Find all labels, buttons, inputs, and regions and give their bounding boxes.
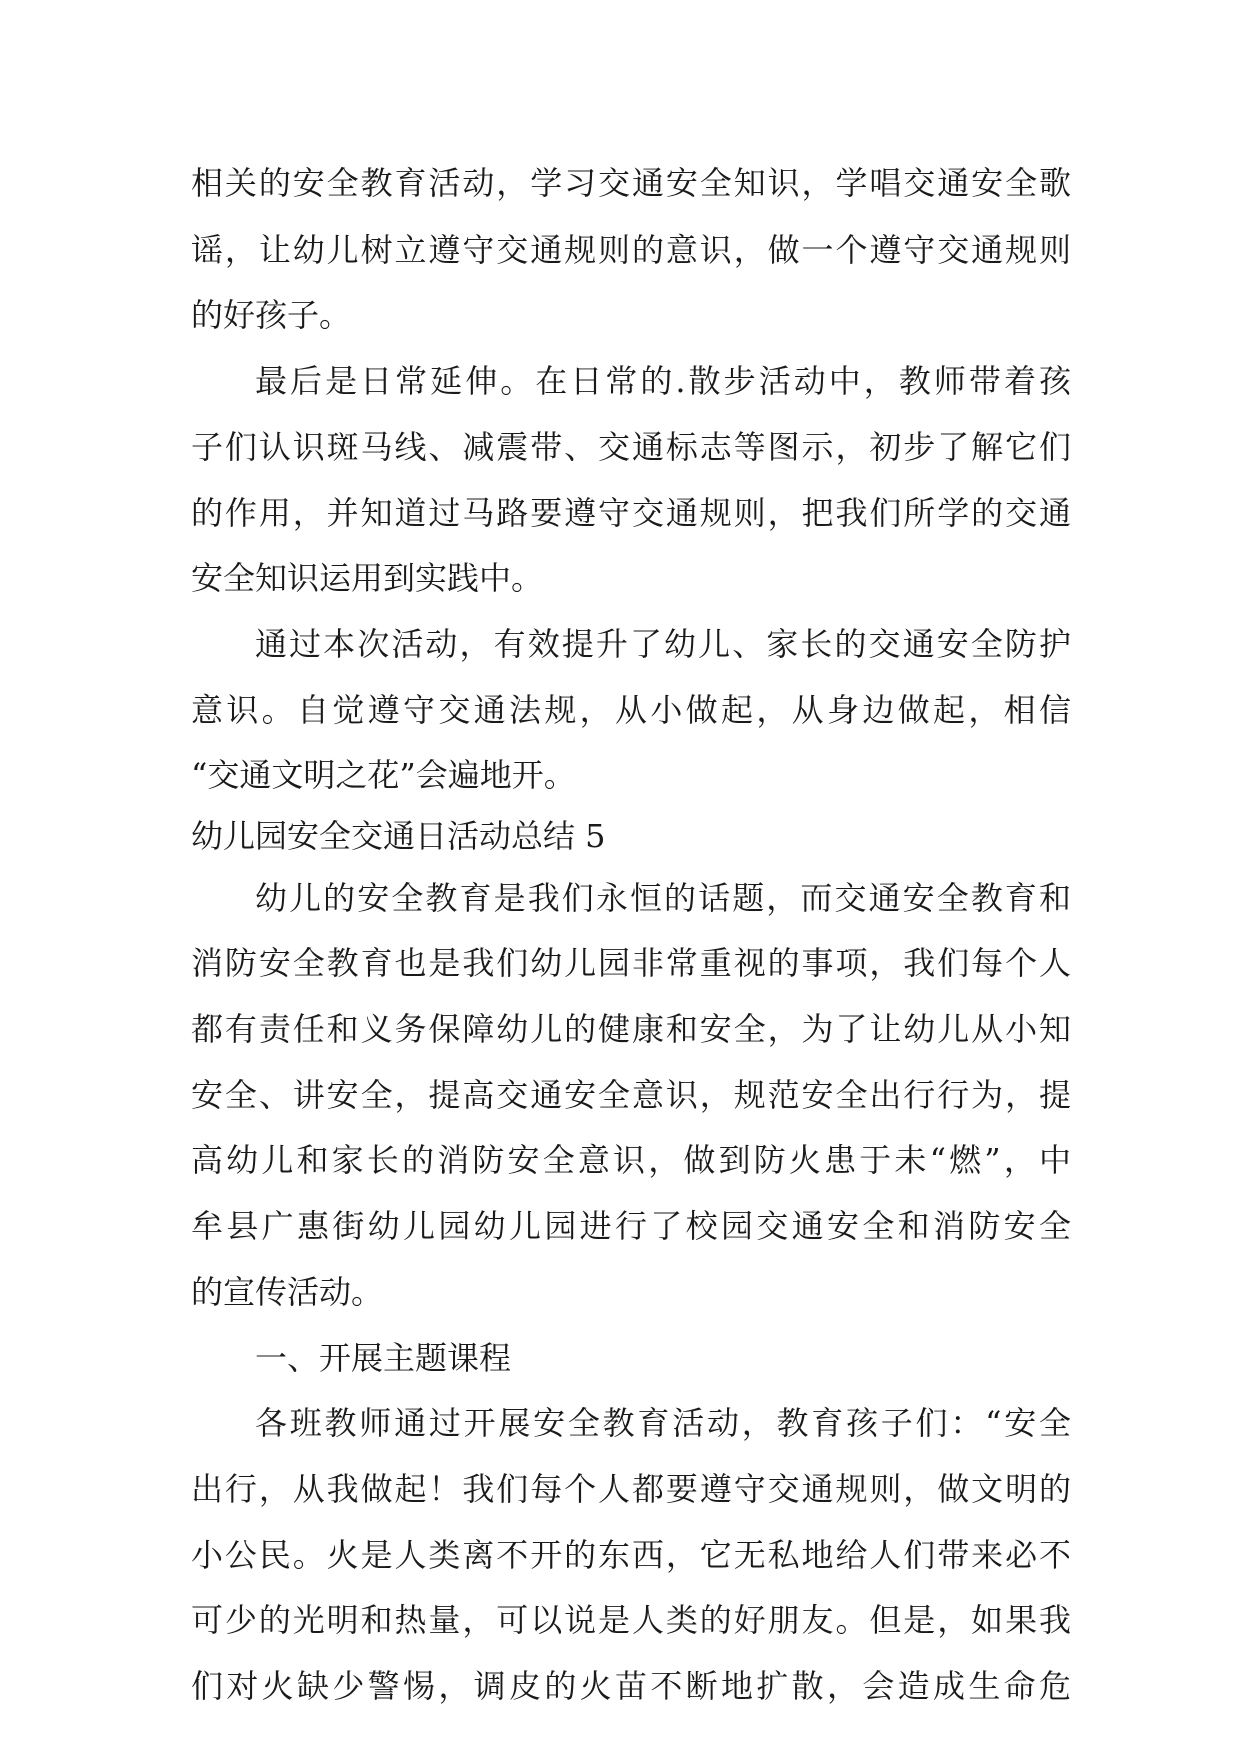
- text-line: 出行，从我做起！我们每个人都要遵守交通规则，做文明的: [191, 1470, 1071, 1508]
- document-page: [191, 0, 1071, 1754]
- subsection-heading: 一、开展主题课程: [255, 1339, 512, 1377]
- text-line: 都有责任和义务保障幼儿的健康和安全，为了让幼儿从小知: [191, 1010, 1071, 1048]
- paragraph-start-line: 各班教师通过开展安全教育活动，教育孩子们：“安全: [255, 1404, 1071, 1442]
- text-line: 子们认识斑马线、减震带、交通标志等图示，初步了解它们: [191, 428, 1071, 466]
- text-line: 可少的光明和热量，可以说是人类的好朋友。但是，如果我: [191, 1601, 1071, 1639]
- text-line: 谣，让幼儿树立遵守交通规则的意识，做一个遵守交通规则: [191, 231, 1071, 269]
- text-line: 的好孩子。: [191, 296, 352, 334]
- text-line: 们对火缺少警惕，调皮的火苗不断地扩散，会造成生命危: [191, 1667, 1071, 1705]
- text-line: 高幼儿和家长的消防安全意识，做到防火患于未“燃”，中: [191, 1141, 1071, 1179]
- text-line: 的宣传活动。: [191, 1273, 384, 1311]
- text-line: 安全知识运用到实践中。: [191, 559, 544, 597]
- text-line: 安全、讲安全，提高交通安全意识，规范安全出行行为，提: [191, 1076, 1071, 1114]
- text-line: 意识。自觉遵守交通法规，从小做起，从身边做起，相信: [191, 691, 1071, 729]
- section-title: 幼儿园安全交通日活动总结 5: [191, 817, 606, 855]
- text-line: 的作用，并知道过马路要遵守交通规则，把我们所学的交通: [191, 494, 1071, 532]
- text-line: 小公民。火是人类离不开的东西，它无私地给人们带来必不: [191, 1536, 1071, 1574]
- text-line: 相关的安全教育活动，学习交通安全知识，学唱交通安全歌: [191, 164, 1071, 202]
- text-line: 牟县广惠街幼儿园幼儿园进行了校园交通安全和消防安全: [191, 1207, 1071, 1245]
- text-line: 消防安全教育也是我们幼儿园非常重视的事项，我们每个人: [191, 944, 1071, 982]
- text-line: “交通文明之花”会遍地开。: [191, 756, 576, 794]
- paragraph-start-line: 幼儿的安全教育是我们永恒的话题，而交通安全教育和: [255, 879, 1071, 917]
- paragraph-start-line: 最后是日常延伸。在日常的.散步活动中，教师带着孩: [255, 362, 1071, 400]
- paragraph-start-line: 通过本次活动，有效提升了幼儿、家长的交通安全防护: [255, 625, 1071, 663]
